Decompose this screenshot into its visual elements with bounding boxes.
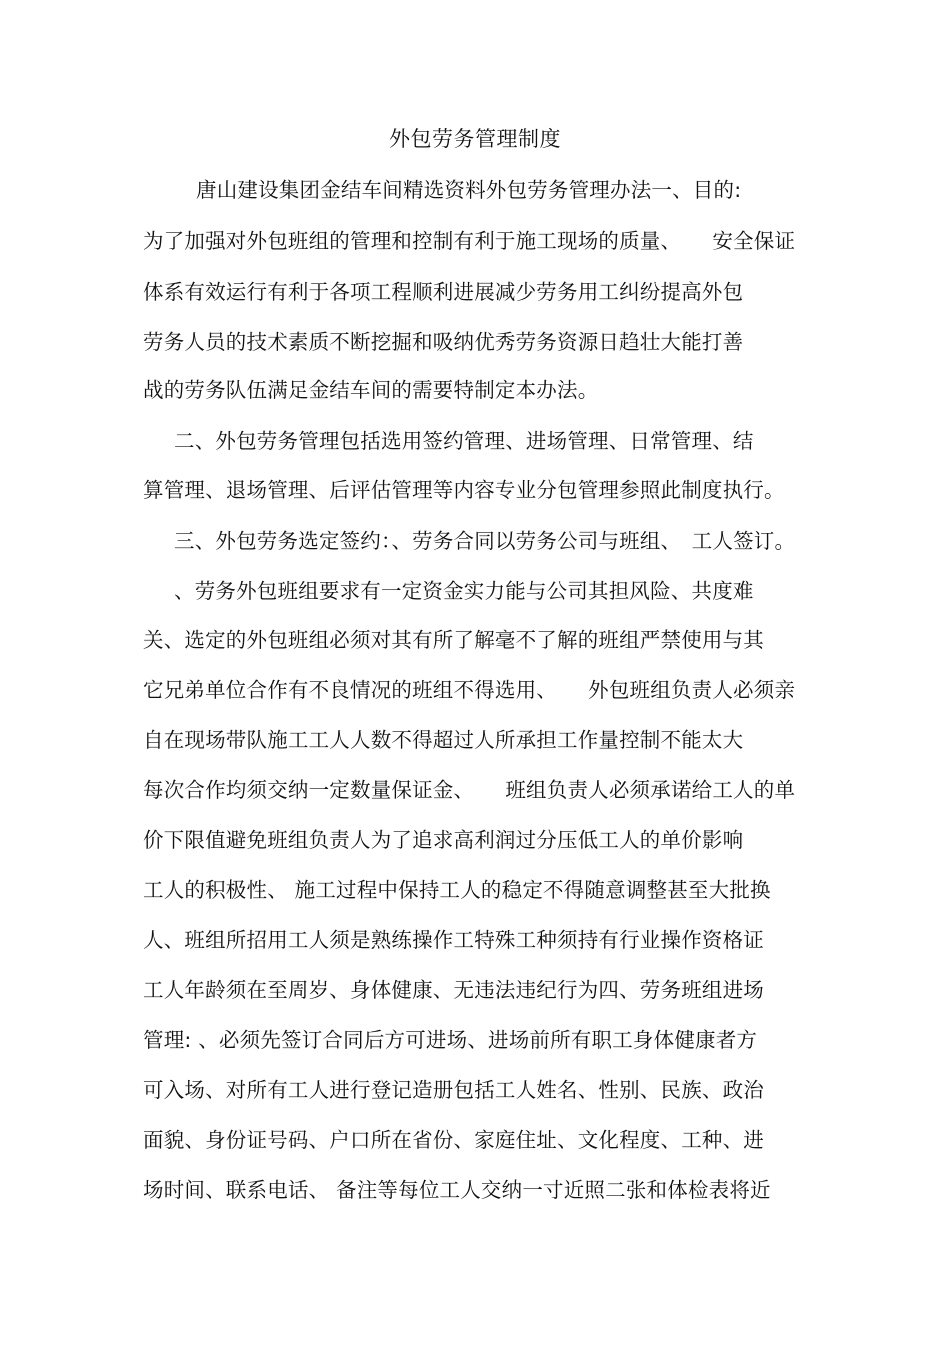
paragraph-line-11: 它兄弟单位合作有不良情况的班组不得选用、 外包班组负责人必须亲	[143, 678, 796, 702]
paragraph-line-3: 体系有效运行有利于各项工程顺利进展减少劳务用工纠纷提高外包	[143, 280, 744, 304]
paragraph-line-4: 劳务人员的技术素质不断挖掘和吸纳优秀劳务资源日趋壮大能打善	[143, 330, 744, 354]
paragraph-line-6: 二、外包劳务管理包括选用签约管理、进场管理、日常管理、结	[174, 429, 754, 453]
paragraph-line-5: 战的劳务队伍满足金结车间的需要特制定本办法。	[143, 378, 599, 402]
paragraph-line-12: 自在现场带队施工工人人数不得超过人所承担工作量控制不能太大	[143, 728, 744, 752]
paragraph-line-16: 人、班组所招用工人须是熟练操作工特殊工种须持有行业操作资格证	[143, 928, 764, 952]
paragraph-line-10: 关、选定的外包班组必须对其有所了解毫不了解的班组严禁使用与其	[143, 628, 764, 652]
paragraph-line-21: 场时间、联系电话、 备注等每位工人交纳一寸近照二张和体检表将近	[143, 1178, 771, 1202]
paragraph-line-1: 唐山建设集团金结车间精选资料外包劳务管理办法一、目的:	[196, 178, 742, 202]
paragraph-line-20: 面貌、身份证号码、户口所在省份、家庭住址、文化程度、工种、进	[143, 1128, 764, 1152]
document-title: 外包劳务管理制度	[389, 127, 561, 151]
paragraph-line-2: 为了加强对外包班组的管理和控制有利于施工现场的质量、 安全保证	[143, 229, 796, 253]
paragraph-line-14: 价下限值避免班组负责人为了追求高利润过分压低工人的单价影响	[143, 828, 744, 852]
paragraph-line-18: 管理: 、必须先签订合同后方可进场、进场前所有职工身体健康者方	[143, 1028, 758, 1052]
paragraph-line-9: 、劳务外包班组要求有一定资金实力能与公司其担风险、共度难	[174, 579, 754, 603]
paragraph-line-15: 工人的积极性、 施工过程中保持工人的稳定不得随意调整甚至大批换	[143, 878, 771, 902]
paragraph-line-13: 每次合作均须交纳一定数量保证金、 班组负责人必须承诺给工人的单	[143, 778, 796, 802]
paragraph-line-19: 可入场、对所有工人进行登记造册包括工人姓名、性别、民族、政治	[143, 1078, 764, 1102]
paragraph-line-8: 三、外包劳务选定签约：、劳务合同以劳务公司与班组、 工人签订。	[174, 529, 796, 553]
paragraph-line-7: 算管理、退场管理、后评估管理等内容专业分包管理参照此制度执行。	[143, 478, 785, 502]
paragraph-line-17: 工人年龄须在至周岁、身体健康、无违法违纪行为四、劳务班组进场	[143, 978, 764, 1002]
